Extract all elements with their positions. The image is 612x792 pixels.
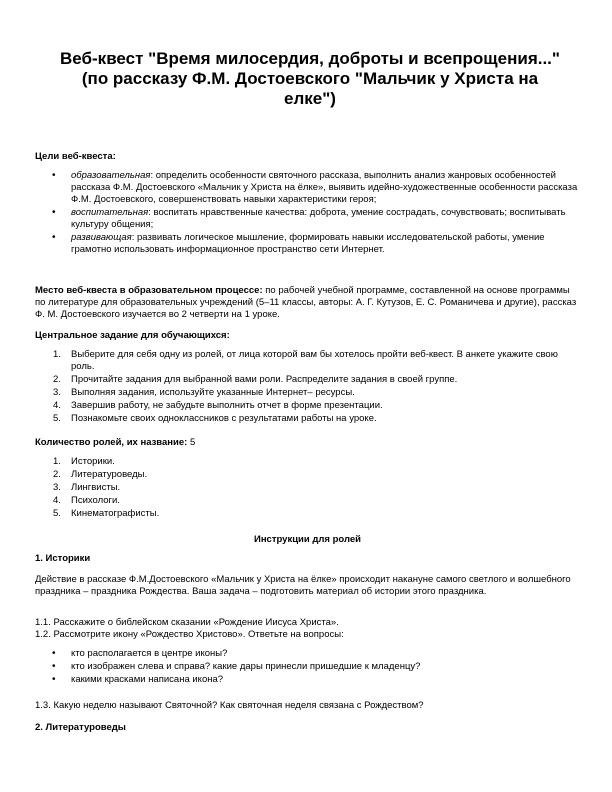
item-number: 3. xyxy=(53,387,61,398)
historians-intro: Действие в рассказе Ф.М.Достоевского «Мальчик у Христа на ёлке» происходит накануне самого светлого и волшебного праздника – праздника Рождества. Ваша задача – подготовить материал об истории этого праздника. xyxy=(35,574,571,597)
task-heading: Центральное задание для обучающихся: xyxy=(35,330,230,341)
question-1-3: 1.3. Какую неделю называют Святочной? Как святочная неделя связана с Рождеством? xyxy=(35,700,424,711)
goals-list xyxy=(35,170,580,256)
roles-count: 5 xyxy=(187,437,196,448)
task-item xyxy=(35,400,580,412)
item-number: 4. xyxy=(53,495,61,506)
roles-list xyxy=(35,456,580,520)
goal-term: образовательная xyxy=(71,170,151,181)
icon-question-item: • какими красками написана икона? xyxy=(35,674,580,686)
task-section xyxy=(35,330,580,426)
task-item xyxy=(35,349,580,373)
item-text: Прочитайте задания для выбранной вами роли. Распределите задания в своей группе. xyxy=(71,374,458,385)
icon-question-item: • кто изображен слева и справа? какие дары принесли пришедшие к младенцу? xyxy=(35,661,580,673)
role-item xyxy=(35,495,580,507)
item-number: 4. xyxy=(53,400,61,411)
item-number: 2. xyxy=(53,374,61,385)
item-text: Завершив работу, не забудьте выполнить отчет в форме презентации. xyxy=(71,400,383,411)
literary-heading: 2. Литературоведы xyxy=(35,722,126,733)
goal-term: воспитательная xyxy=(71,207,149,218)
role-item xyxy=(35,456,580,468)
task-list xyxy=(35,349,580,425)
item-text: Выполняя задания, используйте указанные Интернет– ресурсы. xyxy=(71,387,355,398)
place-paragraph xyxy=(35,285,580,321)
item-text: Лингвисты. xyxy=(71,482,121,493)
task-item xyxy=(35,413,580,425)
goal-item-upbringing xyxy=(35,207,580,231)
goal-item-developing xyxy=(35,232,580,256)
icon-question-item: • кто располагается в центре иконы? xyxy=(35,648,580,660)
item-number: 1. xyxy=(53,349,61,360)
item-text: Литературоведы. xyxy=(71,469,148,480)
document-title: Веб-квест "Время милосердия, доброты и всепрощения..." (по рассказу Ф.М. Достоевского "Мальчик у Христа на елке") xyxy=(60,49,560,108)
role-item xyxy=(35,482,580,494)
item-text: Психологи. xyxy=(71,495,120,506)
item-number: 2. xyxy=(53,469,61,480)
item-number: 5. xyxy=(53,508,61,519)
item-number: 1. xyxy=(53,456,61,467)
goal-text: : развивать логическое мышление, формировать навыки исследовательской работы, умение грамотно использовать информационное пространство сети Интернет. xyxy=(71,232,545,255)
item-text: Выберите для себя одну из ролей, от лица которой вам бы хотелось пройти веб-квест. В анкете укажите свою роль. xyxy=(71,349,558,372)
item-number: 5. xyxy=(53,413,61,424)
goal-text: : воспитать нравственные качества: доброта, умение сострадать, сочувствовать; воспитывать культуру общения; xyxy=(71,207,566,230)
roles-count-line xyxy=(35,437,580,449)
goals-heading: Цели веб-квеста: xyxy=(35,151,116,162)
goal-term: развивающая xyxy=(71,232,132,243)
place-text: по рабочей учебной программе, составленной на основе программы по литературе для образовательных учреждений (5–11 классы, авторы: А. Г. Кутузов, Е. С. Романичева и другие), рассказ Ф. М. Достоевского изучается во 2 четверти на 1 уроке. xyxy=(35,285,577,320)
question-1-1: 1.1. Расскажите о библейском сказании «Рождение Иисуса Христа». xyxy=(35,617,339,628)
instructions-heading: Инструкции для ролей xyxy=(253,534,362,545)
item-text: Познакомьте своих одноклассников с результатами работы на уроке. xyxy=(71,413,377,424)
question-1-2: 1.2. Рассмотрите икону «Рождество Христово». Ответьте на вопросы: xyxy=(35,629,344,640)
item-text: Историки. xyxy=(71,456,115,467)
icon-questions-list xyxy=(35,648,580,686)
role-item xyxy=(35,469,580,481)
item-number: 3. xyxy=(53,482,61,493)
goal-text: : определить особенности святочного рассказа, выполнить анализ жанровых особенностей рассказа Ф.М. Достоевского «Мальчик у Христа на ёлке», выявить идейно-художественные особенности рассказа Ф.М. Достоевского, совершенствовать навыки характеристики героя; xyxy=(71,170,578,205)
item-text: Кинематографисты. xyxy=(71,508,160,519)
goals-section xyxy=(35,151,580,257)
place-label: Место веб-квеста в образовательном процессе: xyxy=(35,285,263,296)
roles-label: Количество ролей, их название: xyxy=(35,437,188,448)
historians-heading: 1. Историки xyxy=(35,553,91,564)
task-item xyxy=(35,387,580,399)
roles-section xyxy=(35,437,580,521)
role-item xyxy=(35,508,580,520)
goal-item-educational xyxy=(35,170,580,206)
task-item xyxy=(35,374,580,386)
historians-questions xyxy=(35,617,580,687)
